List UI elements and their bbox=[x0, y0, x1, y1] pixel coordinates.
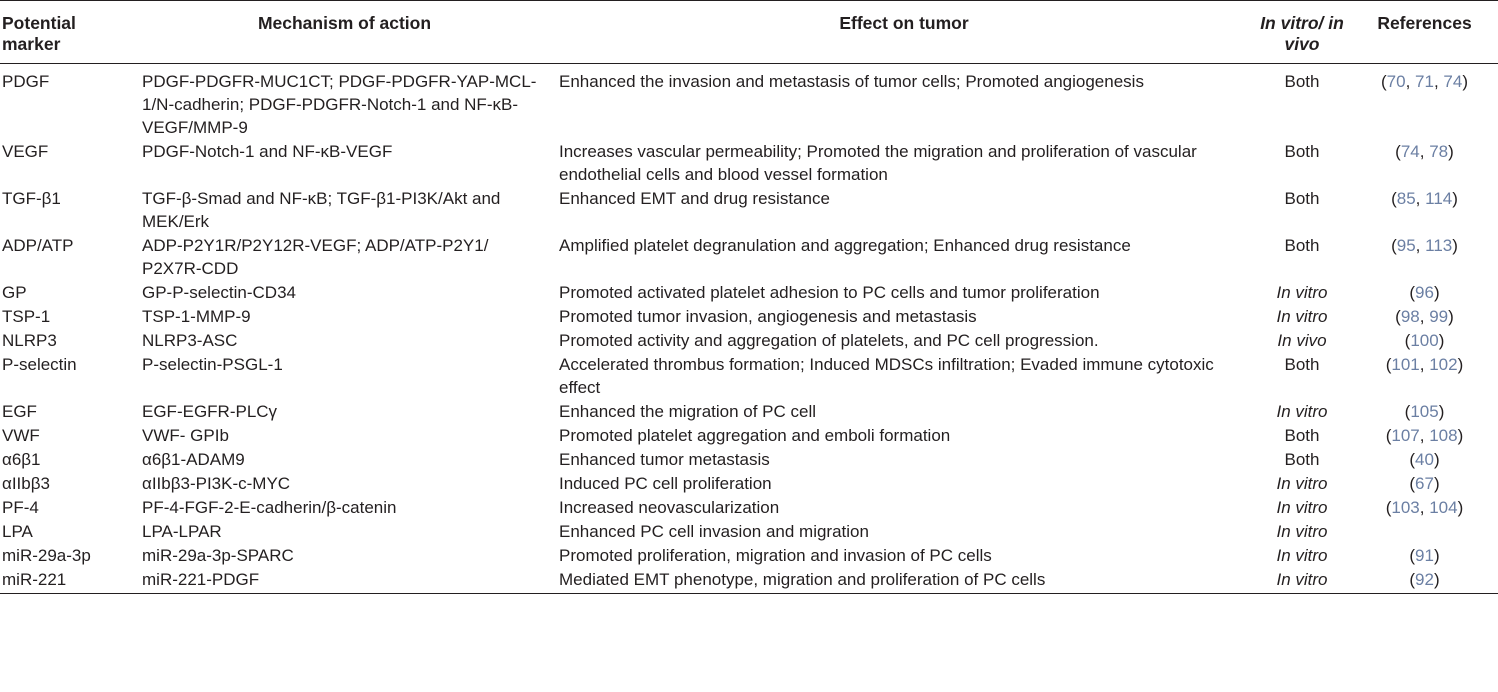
cell-references: (96) bbox=[1409, 283, 1440, 302]
reference-link[interactable]: 67 bbox=[1415, 474, 1434, 493]
cell-references: (67) bbox=[1409, 474, 1440, 493]
cell-references bbox=[1351, 519, 1498, 543]
cell-study: In vivo bbox=[1277, 331, 1327, 350]
reference-link[interactable]: 98 bbox=[1400, 307, 1420, 326]
cell-mechanism: EGF-EGFR-PLCγ bbox=[142, 402, 278, 421]
cell-marker: EGF bbox=[2, 402, 37, 421]
cell-study: Both bbox=[1284, 426, 1320, 445]
cell-mechanism: PDGF-PDGFR-MUC1CT; PDGF-PDGFR-YAP-MCL-1/N-cadherin; PDGF-PDGFR-Notch-1 and NF-κB-VEGF/MMP-9 bbox=[142, 72, 537, 137]
cell-mechanism: TSP-1-MMP-9 bbox=[142, 307, 251, 326]
table-row bbox=[0, 399, 1498, 423]
reference-link[interactable]: 101 bbox=[1391, 355, 1420, 374]
cell-marker: α6β1 bbox=[2, 450, 41, 469]
cell-mechanism: LPA-LPAR bbox=[142, 522, 222, 541]
cell-marker: ADP/ATP bbox=[2, 236, 74, 255]
cell-effect: Enhanced PC cell invasion and migration bbox=[559, 522, 869, 541]
cell-study: In vitro bbox=[1276, 474, 1328, 493]
cell-effect: Promoted platelet aggregation and emboli formation bbox=[559, 426, 951, 445]
table-row bbox=[0, 328, 1498, 352]
cell-effect: Increases vascular permeability; Promoted the migration and proliferation of vascular endothelial cells and blood vessel formation bbox=[559, 142, 1197, 184]
cell-marker: PF-4 bbox=[2, 498, 39, 517]
header-references: References bbox=[1351, 1, 1498, 64]
cell-mechanism: PF-4-FGF-2-E-cadherin/β-catenin bbox=[142, 498, 397, 517]
cell-marker: LPA bbox=[2, 522, 33, 541]
reference-link[interactable]: 114 bbox=[1425, 189, 1453, 208]
cell-marker: TGF-β1 bbox=[2, 189, 61, 208]
reference-link[interactable]: 71 bbox=[1415, 72, 1434, 91]
cell-effect: Promoted activity and aggregation of platelets, and PC cell progression. bbox=[559, 331, 1099, 350]
cell-effect: Promoted tumor invasion, angiogenesis and metastasis bbox=[559, 307, 977, 326]
cell-references: (105) bbox=[1404, 402, 1445, 421]
reference-link[interactable]: 74 bbox=[1443, 72, 1463, 91]
cell-marker: miR-221 bbox=[0, 567, 134, 594]
cell-study: Both bbox=[1284, 142, 1320, 161]
cell-marker: TSP-1 bbox=[2, 307, 51, 326]
table-row bbox=[0, 233, 1498, 280]
cell-references: (91) bbox=[1409, 546, 1440, 565]
cell-mechanism: P-selectin-PSGL-1 bbox=[142, 355, 283, 374]
reference-link[interactable]: 104 bbox=[1429, 498, 1458, 517]
cell-references: (107, 108) bbox=[1385, 426, 1464, 445]
cell-marker: VWF bbox=[2, 426, 40, 445]
cell-effect: Increased neovascularization bbox=[559, 498, 780, 517]
reference-link[interactable]: 74 bbox=[1400, 142, 1420, 161]
table-row bbox=[0, 280, 1498, 304]
cell-study: Both bbox=[1284, 189, 1320, 208]
reference-link[interactable]: 85 bbox=[1396, 189, 1416, 208]
cell-effect: Promoted proliferation, migration and invasion of PC cells bbox=[559, 546, 992, 565]
reference-link[interactable]: 99 bbox=[1429, 307, 1449, 326]
cell-effect: Enhanced the migration of PC cell bbox=[559, 402, 817, 421]
cell-effect: Enhanced the invasion and metastasis of tumor cells; Promoted angiogenesis bbox=[559, 72, 1144, 91]
cell-study: In vitro bbox=[1253, 567, 1351, 594]
table-row bbox=[0, 186, 1498, 233]
reference-link[interactable]: 113 bbox=[1425, 236, 1453, 255]
cell-references: (70, 71, 74) bbox=[1380, 72, 1468, 91]
header-effect: Effect on tumor bbox=[551, 1, 1253, 64]
reference-link[interactable]: 100 bbox=[1410, 331, 1439, 350]
table-row bbox=[0, 304, 1498, 328]
cell-references: (40) bbox=[1409, 450, 1440, 469]
cell-marker: VEGF bbox=[2, 142, 49, 161]
cell-study: Both bbox=[1284, 236, 1320, 255]
table-body bbox=[0, 64, 1498, 594]
header-marker: Potential marker bbox=[0, 1, 134, 64]
table-row bbox=[0, 471, 1498, 495]
reference-link[interactable]: 40 bbox=[1415, 450, 1434, 469]
cell-references: (74, 78) bbox=[1395, 142, 1454, 161]
table-row bbox=[0, 423, 1498, 447]
reference-link[interactable]: 107 bbox=[1391, 426, 1420, 445]
reference-link[interactable]: 96 bbox=[1415, 283, 1434, 302]
cell-mechanism: miR-29a-3p-SPARC bbox=[142, 546, 294, 565]
cell-mechanism: TGF-β-Smad and NF-κB; TGF-β1-PI3K/Akt and MEK/Erk bbox=[142, 189, 501, 231]
cell-effect: Enhanced tumor metastasis bbox=[559, 450, 770, 469]
cell-marker: PDGF bbox=[2, 72, 50, 91]
cell-mechanism: ADP-P2Y1R/P2Y12R-VEGF; ADP/ATP-P2Y1/ P2X7R-CDD bbox=[142, 236, 489, 278]
cell-study: Both bbox=[1284, 355, 1320, 374]
cell-effect: Induced PC cell proliferation bbox=[559, 474, 772, 493]
cell-references: (101, 102) bbox=[1385, 355, 1464, 374]
cell-marker: NLRP3 bbox=[2, 331, 57, 350]
cell-effect: Accelerated thrombus formation; Induced MDSCs infiltration; Evaded immune cytotoxic effect bbox=[559, 355, 1214, 397]
table-row bbox=[0, 543, 1498, 567]
cell-references: (103, 104) bbox=[1385, 498, 1464, 517]
table-row bbox=[0, 447, 1498, 471]
cell-effect: Enhanced EMT and drug resistance bbox=[559, 189, 830, 208]
cell-mechanism: NLRP3-ASC bbox=[142, 331, 238, 350]
reference-link[interactable]: 108 bbox=[1429, 426, 1458, 445]
reference-link[interactable]: 102 bbox=[1429, 355, 1458, 374]
cell-study: In vitro bbox=[1276, 522, 1328, 541]
reference-link[interactable]: 92 bbox=[1415, 570, 1434, 589]
table-row bbox=[0, 495, 1498, 519]
reference-link[interactable]: 103 bbox=[1391, 498, 1420, 517]
cell-study: In vitro bbox=[1276, 402, 1328, 421]
reference-link[interactable]: 70 bbox=[1386, 72, 1406, 91]
cell-mechanism: PDGF-Notch-1 and NF-κB-VEGF bbox=[142, 142, 393, 161]
cell-marker: miR-29a-3p bbox=[2, 546, 91, 565]
cell-marker: αIIbβ3 bbox=[2, 474, 50, 493]
table-row bbox=[0, 519, 1498, 543]
cell-references: (98, 99) bbox=[1395, 307, 1454, 326]
cell-marker: GP bbox=[2, 283, 27, 302]
cell-study: Both bbox=[1284, 450, 1320, 469]
cell-references: (85, 114) bbox=[1391, 189, 1458, 208]
table-row bbox=[0, 139, 1498, 186]
reference-link[interactable]: 105 bbox=[1410, 402, 1439, 421]
reference-link[interactable]: 78 bbox=[1429, 142, 1449, 161]
table-row bbox=[0, 352, 1498, 399]
reference-link[interactable]: 91 bbox=[1415, 546, 1434, 565]
cell-references: (92) bbox=[1351, 567, 1498, 594]
reference-link[interactable]: 95 bbox=[1396, 236, 1416, 255]
cell-mechanism: VWF- GPIb bbox=[142, 426, 229, 445]
cell-study: In vitro bbox=[1276, 546, 1328, 565]
cell-study: Both bbox=[1284, 72, 1320, 91]
cell-marker: P-selectin bbox=[2, 355, 77, 374]
cell-effect: Mediated EMT phenotype, migration and proliferation of PC cells bbox=[551, 567, 1253, 594]
table-row bbox=[0, 567, 1498, 594]
cell-study: In vitro bbox=[1276, 283, 1328, 302]
cell-effect: Promoted activated platelet adhesion to PC cells and tumor proliferation bbox=[559, 283, 1100, 302]
header-study: In vitro/ in vivo bbox=[1253, 1, 1351, 64]
cell-effect: Amplified platelet degranulation and aggregation; Enhanced drug resistance bbox=[559, 236, 1131, 255]
cell-mechanism: αIIbβ3-PI3K-c-MYC bbox=[142, 474, 291, 493]
cell-references: (100) bbox=[1404, 331, 1445, 350]
cell-mechanism: α6β1-ADAM9 bbox=[142, 450, 245, 469]
header-mechanism: Mechanism of action bbox=[134, 1, 551, 64]
cell-references: (95, 113) bbox=[1391, 236, 1458, 255]
cell-mechanism: miR-221-PDGF bbox=[134, 567, 551, 594]
cell-mechanism: GP-P-selectin-CD34 bbox=[142, 283, 296, 302]
table-row bbox=[0, 64, 1498, 140]
cell-study: In vitro bbox=[1276, 307, 1328, 326]
cell-study: In vitro bbox=[1276, 498, 1328, 517]
header-row bbox=[0, 1, 1498, 64]
